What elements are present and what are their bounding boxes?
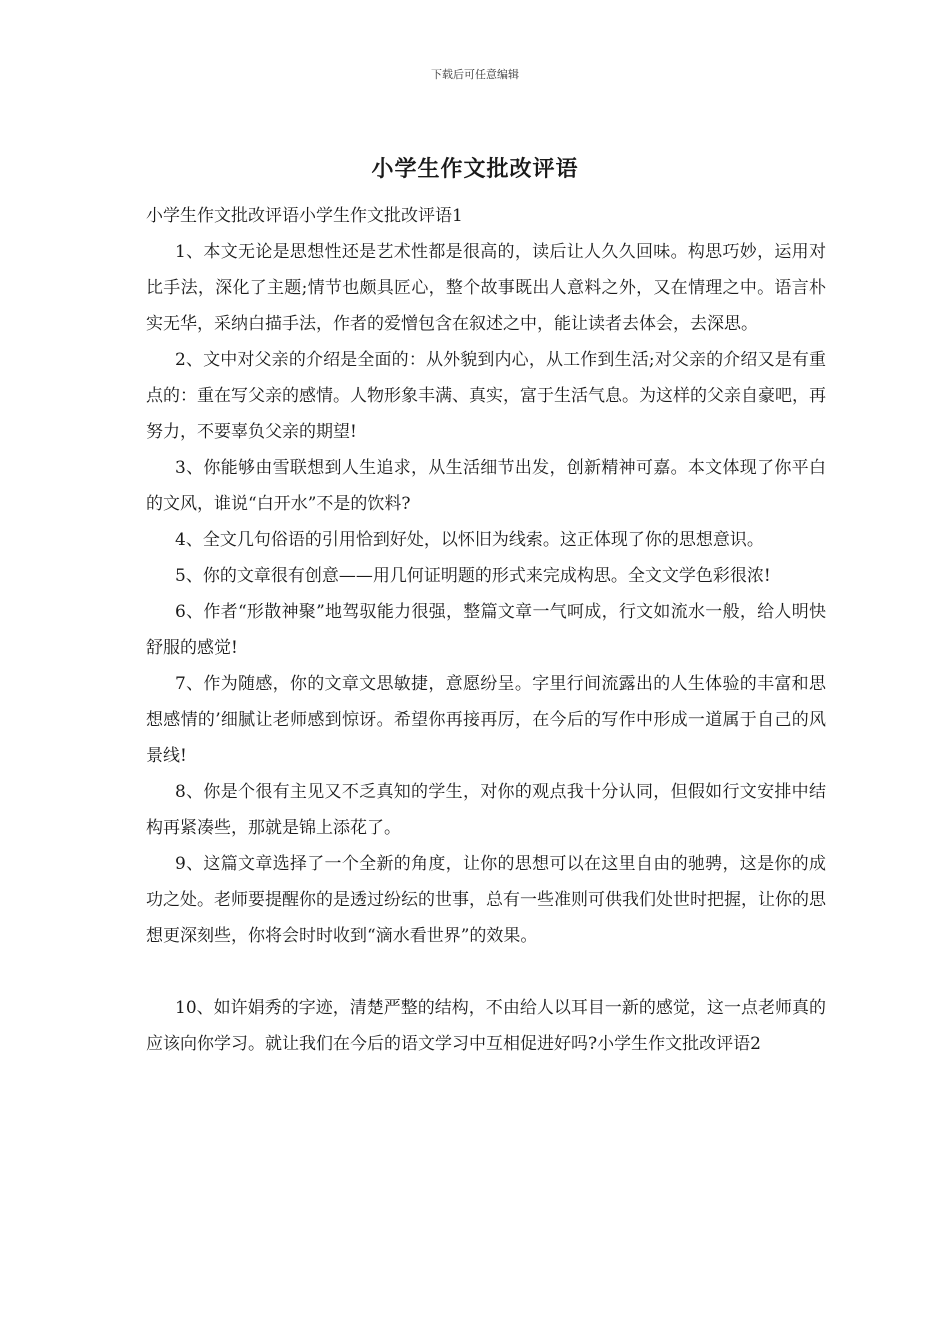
comment-paragraph-8: 8、你是个很有主见又不乏真知的学生，对你的观点我十分认同，但假如行文安排中结构再紧凑些，那就是锦上添花了。 xyxy=(146,782,826,838)
document-body xyxy=(146,198,826,1062)
header-note: 下载后可任意编辑 xyxy=(431,68,519,81)
comment-paragraph-1: 1、本文无论是思想性还是艺术性都是很高的，读后让人久久回味。构思巧妙，运用对比手法，深化了主题;情节也颇具匠心，整个故事既出人意料之外，又在情理之中。语言朴实无华，采纳白描手法，作者的爱憎包含在叙述之中，能让读者去体会，去深思。 xyxy=(146,242,826,334)
comment-paragraph-4: 4、全文几句俗语的引用恰到好处，以怀旧为线索。这正体现了你的思想意识。 xyxy=(175,530,764,550)
comment-paragraph-5: 5、你的文章很有创意——用几何证明题的形式来完成构思。全文文学色彩很浓! xyxy=(175,566,771,586)
comment-paragraph-9: 9、这篇文章选择了一个全新的角度，让你的思想可以在这里自由的驰骋，这是你的成功之处。老师要提醒你的是透过纷纭的世事，总有一些准则可供我们处世时把握，让你的思想更深刻些，你将会时时收到“滴水看世界”的效果。 xyxy=(146,854,826,946)
document-title: 小学生作文批改评语 xyxy=(371,156,579,182)
comment-paragraph-7: 7、作为随感，你的文章文思敏捷，意愿纷呈。字里行间流露出的人生体验的丰富和思想感情的’细腻让老师感到惊讶。希望你再接再厉，在今后的写作中形成一道属于自己的风景线! xyxy=(146,674,826,766)
comment-paragraph-10: 10、如许娟秀的字迹，清楚严整的结构，不由给人以耳目一新的感觉，这一点老师真的应该向你学习。就让我们在今后的语文学习中互相促进好吗?小学生作文批改评语2 xyxy=(146,998,826,1054)
comment-paragraph-3: 3、你能够由雪联想到人生追求，从生活细节出发，创新精神可嘉。本文体现了你平白的文风，谁说“白开水”不是的饮料? xyxy=(146,458,826,514)
paragraph-gap xyxy=(146,954,826,990)
comment-paragraph-2: 2、文中对父亲的介绍是全面的：从外貌到内心，从工作到生活;对父亲的介绍又是有重点的：重在写父亲的感情。人物形象丰满、真实，富于生活气息。为这样的父亲自豪吧，再努力，不要辜负父亲的期望! xyxy=(146,350,826,442)
intro-line: 小学生作文批改评语小学生作文批改评语1 xyxy=(146,206,463,226)
comment-paragraph-6: 6、作者“形散神聚”地驾驭能力很强，整篇文章一气呵成，行文如流水一般，给人明快舒服的感觉! xyxy=(146,602,826,658)
